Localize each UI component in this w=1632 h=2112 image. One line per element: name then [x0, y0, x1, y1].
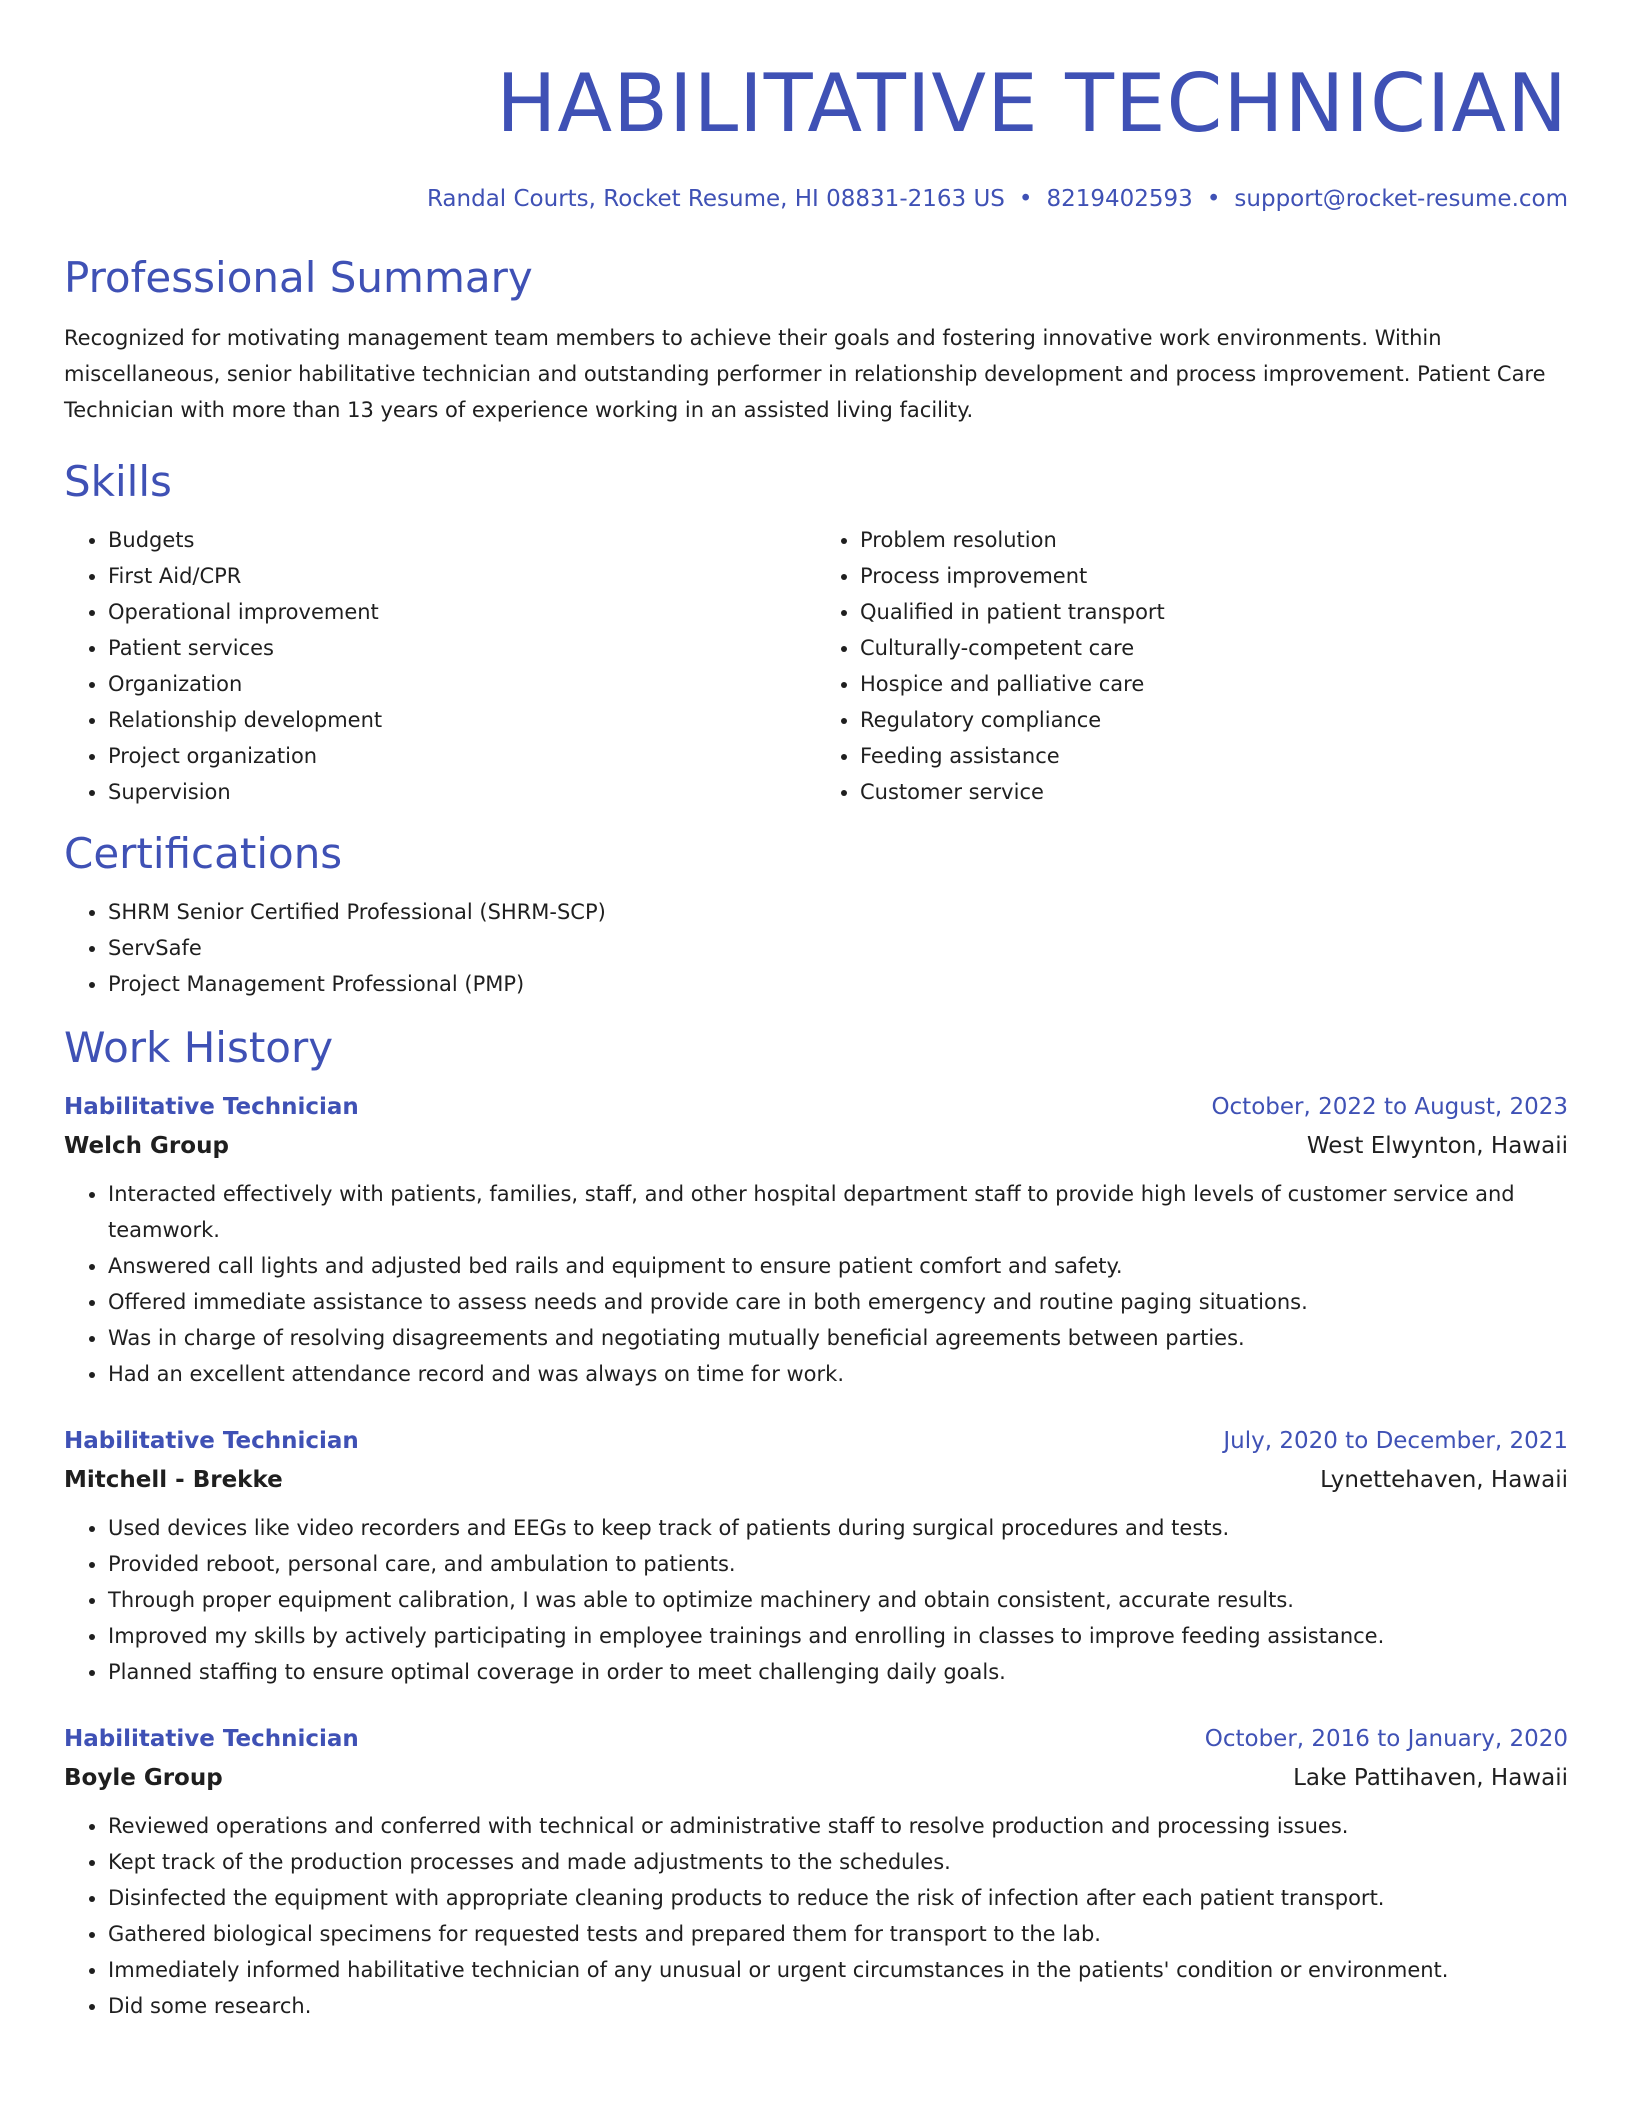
job-header-row	[64, 1720, 1568, 1758]
skills-list	[64, 522, 1568, 810]
job-title: Habilitative Technician	[64, 1726, 359, 1752]
job-bullet: • Through proper equipment calibration, I was able to optimize machinery and obtain consistent, accurate results.	[108, 1582, 1568, 1618]
certification-item: • SHRM Senior Certified Professional (SHRM-SCP)	[108, 894, 1568, 930]
skill-item: • Culturally-competent care	[860, 630, 1568, 666]
skill-item: • Budgets	[108, 522, 816, 558]
job-bullet: • Had an excellent attendance record and was always on time for work.	[108, 1356, 1568, 1392]
job-bullet: • Provided reboot, personal care, and ambulation to patients.	[108, 1546, 1568, 1582]
skill-item: • Customer service	[860, 774, 1568, 810]
job-dates: July, 2020 to December, 2021	[1223, 1428, 1568, 1454]
job-header-row	[64, 1422, 1568, 1460]
skill-item: • First Aid/CPR	[108, 558, 816, 594]
summary-text: Recognized for motivating management team members to achieve their goals and fostering innovative work environments. Within miscellaneous, senior habilitative technician and outstanding performer in relationship development and process improvement. Patient Care Technician with more than 13 years of experience working in an assisted living facility.	[64, 326, 1546, 422]
skill-item: • Qualified in patient transport	[860, 594, 1568, 630]
section-title-skills: Skills	[64, 457, 172, 506]
job-bullet: • Answered call lights and adjusted bed rails and equipment to ensure patient comfort and safety.	[108, 1248, 1568, 1284]
section-title-certifications: Certifications	[64, 829, 343, 878]
resume-header	[64, 0, 1568, 216]
job-bullet: • Gathered biological specimens for requested tests and prepared them for transport to the lab.	[108, 1916, 1568, 1952]
job-dates: October, 2016 to January, 2020	[1204, 1726, 1568, 1752]
job-dates: October, 2022 to August, 2023	[1211, 1094, 1568, 1120]
job-entry	[64, 1422, 1568, 1690]
section-title-work-history: Work History	[64, 1023, 334, 1072]
job-bullet: • Kept track of the production processes and made adjustments to the schedules.	[108, 1844, 1568, 1880]
job-bullet: • Did some research.	[108, 1988, 1568, 2024]
skill-item: • Relationship development	[108, 702, 816, 738]
job-entry	[64, 1088, 1568, 1392]
contact-phone[interactable]: 8219402593	[1046, 186, 1193, 212]
skill-item: • Patient services	[108, 630, 816, 666]
contact-separator: •	[1206, 186, 1221, 212]
job-company: Boyle Group	[64, 1765, 223, 1791]
skill-item: • Hospice and palliative care	[860, 666, 1568, 702]
certification-item: • ServSafe	[108, 930, 1568, 966]
job-bullet: • Immediately informed habilitative technician of any unusual or urgent circumstances in the patients' condition or environment.	[108, 1952, 1568, 1988]
skill-item: • Supervision	[108, 774, 816, 810]
job-company-row	[64, 1758, 1568, 1798]
job-company-row	[64, 1126, 1568, 1166]
section-title-summary: Professional Summary	[64, 253, 533, 302]
job-location: Lake Pattihaven, Hawaii	[1293, 1765, 1568, 1791]
job-entry	[64, 1720, 1568, 2024]
job-bullet: • Offered immediate assistance to assess needs and provide care in both emergency and routine paging situations.	[108, 1284, 1568, 1320]
contact-separator: •	[1018, 186, 1033, 212]
job-bullets	[64, 1176, 1568, 1392]
job-header-row	[64, 1088, 1568, 1126]
job-location: West Elwynton, Hawaii	[1306, 1133, 1568, 1159]
skill-item: • Organization	[108, 666, 816, 702]
skills-column-right	[816, 522, 1568, 810]
job-bullet: • Was in charge of resolving disagreements and negotiating mutually beneficial agreements between parties.	[108, 1320, 1568, 1356]
contact-address: Randal Courts, Rocket Resume, HI 08831-2163 US	[426, 186, 1005, 212]
skill-item: • Feeding assistance	[860, 738, 1568, 774]
job-company: Mitchell - Brekke	[64, 1467, 283, 1493]
job-bullet: • Reviewed operations and conferred with technical or administrative staff to resolve production and processing issues.	[108, 1808, 1568, 1844]
certification-item: • Project Management Professional (PMP)	[108, 966, 1568, 1002]
contact-line	[64, 182, 1568, 216]
contact-email[interactable]: support@rocket-resume.com	[1234, 186, 1568, 212]
job-bullet: • Improved my skills by actively participating in employee trainings and enrolling in classes to improve feeding assistance.	[108, 1618, 1568, 1654]
job-company-row	[64, 1460, 1568, 1500]
job-company: Welch Group	[64, 1133, 229, 1159]
skill-item: • Process improvement	[860, 558, 1568, 594]
skill-item: • Project organization	[108, 738, 816, 774]
skill-item: • Operational improvement	[108, 594, 816, 630]
job-location: Lynettehaven, Hawaii	[1320, 1467, 1568, 1493]
job-bullets	[64, 1808, 1568, 2024]
job-bullet: • Interacted effectively with patients, families, staff, and other hospital department staff to provide high levels of customer service and teamwork.	[108, 1176, 1568, 1248]
job-bullet: • Used devices like video recorders and EEGs to keep track of patients during surgical procedures and tests.	[108, 1510, 1568, 1546]
candidate-name: HABILITATIVE TECHNICIAN	[496, 57, 1568, 150]
skill-item: • Problem resolution	[860, 522, 1568, 558]
job-bullet: • Disinfected the equipment with appropriate cleaning products to reduce the risk of infection after each patient transport.	[108, 1880, 1568, 1916]
job-title: Habilitative Technician	[64, 1094, 359, 1120]
certifications-list	[64, 894, 1568, 1002]
job-bullets	[64, 1510, 1568, 1690]
job-bullet: • Planned staffing to ensure optimal coverage in order to meet challenging daily goals.	[108, 1654, 1568, 1690]
skills-column-left	[64, 522, 816, 810]
skill-item: • Regulatory compliance	[860, 702, 1568, 738]
job-title: Habilitative Technician	[64, 1428, 359, 1454]
